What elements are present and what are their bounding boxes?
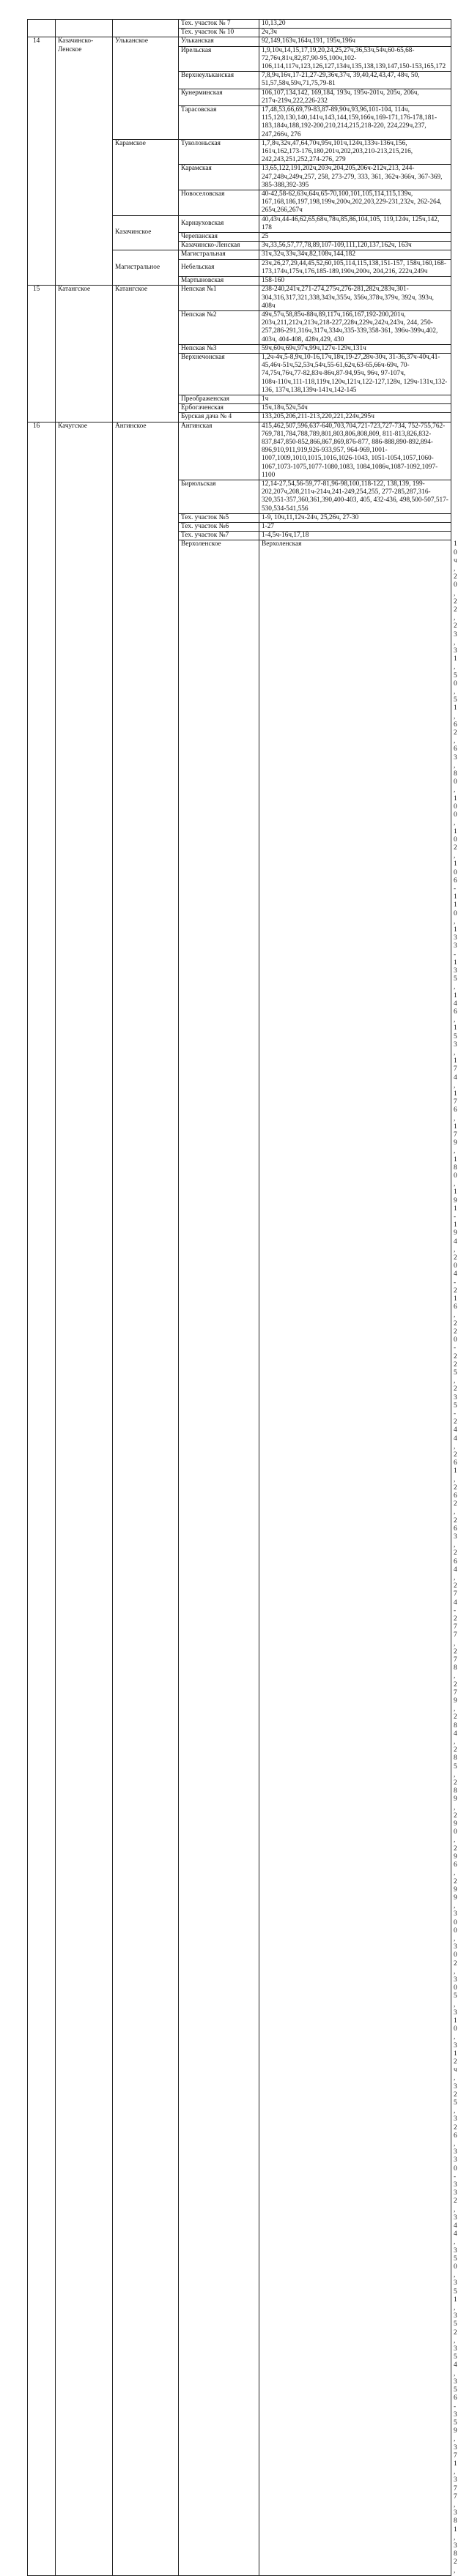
section-cell: Карнауховская <box>179 215 259 232</box>
section-cell: Тарасовская <box>179 106 259 140</box>
section-cell: Тех. участок №5 <box>179 513 259 522</box>
district-cell <box>56 20 113 37</box>
section-cell: Кунерминская <box>179 89 259 105</box>
quarters-cell: 40,43ч,44-46,62,65,68ч,78ч,85,86,104,105, 119,124ч, 125ч,142, 178 <box>259 215 451 232</box>
district-cell: Качугское <box>56 422 113 2575</box>
section-cell: Непская №1 <box>179 286 259 311</box>
row-number-cell: 14 <box>28 37 56 286</box>
forestry-cell <box>113 20 179 37</box>
forestry-cell: Ангинское <box>113 422 179 2575</box>
quarters-cell: 15ч,18ч,52ч,54ч <box>259 404 451 413</box>
forestry-cell: Ульканское <box>113 37 179 139</box>
quarters-cell: 17,48,53,66,69,79-83,87-89,90ч,93,96,101-104, 114ч, 115,120,130,140,141ч,143,144,159,166ч,169-171,176-178,181-183,184ч,188,192-200,210,214,215,218-220, 224,229ч,237, 247,266ч, 276 <box>259 106 451 140</box>
section-cell: Небельская <box>179 259 259 276</box>
section-cell: Ирельская <box>179 46 259 72</box>
forestry-cell: Казачинское <box>113 215 179 250</box>
quarters-cell: 133,205,206,211-213,220,221,224ч,295ч <box>259 413 451 422</box>
section-cell: Бурская дача № 4 <box>179 413 259 422</box>
section-cell: Тех. участок №7 <box>179 532 259 540</box>
section-cell: Ербогаченская <box>179 404 259 413</box>
section-cell: Верхоленская <box>259 540 451 2575</box>
table-row: Верхоленское Верхоленская 10ч,20,22,23,31,50,51,62,63,80,100,102,106-110,133-135,146,153,174,176,179,180,191-194,204-216, 220-225,235- 244,261,262,263,264,274-277,278,279, 284, 285,289, 290,296,299,300,302,305,310, 312ч, 325,326, 330-332,344,350,351,352,354,356-359,371,377,381,382, <box>28 540 451 2575</box>
forestry-cell: Магистральное <box>113 250 179 286</box>
section-cell: Черепанская <box>179 233 259 242</box>
section-cell: Непская №3 <box>179 344 259 353</box>
forestry-cell: Верхоленское <box>179 540 259 2575</box>
section-cell: Мартыновская <box>179 277 259 286</box>
section-cell: Новоселовская <box>179 190 259 216</box>
row-number-cell <box>28 20 56 37</box>
section-cell: Непская №2 <box>179 310 259 344</box>
table-row <box>28 20 451 29</box>
row-number-cell: 15 <box>28 286 56 422</box>
quarters-cell: 1,9,10ч,14,15,17,19,20,24,25,27ч,36,53ч,54ч,60-65,68-72,76ч,81ч,82,87,90-95,100ч,102-106,114,117ч,123,126,127,134ч,135,138,139,147,150-153,165,172 <box>259 46 451 72</box>
section-cell: Казачинско-Ленская <box>179 242 259 250</box>
section-cell: Верхнечонская <box>179 353 259 395</box>
quarters-cell: 92,149,163ч,164ч,191, 195ч,196ч <box>259 37 451 46</box>
section-cell: Магистральная <box>179 250 259 259</box>
section-cell: Туколоньская <box>179 139 259 165</box>
table-row <box>28 422 451 480</box>
table-row <box>28 286 451 311</box>
section-cell: Тех. участок № 10 <box>179 29 259 37</box>
section-cell: Тех. участок № 7 <box>179 20 259 29</box>
section-cell: Преображенская <box>179 395 259 403</box>
section-cell: Ангинская <box>179 422 259 480</box>
quarters-cell: 1,2ч-4ч,5-8,9ч,10-16,17ч,18ч,19-27,28ч-30ч, 31-36,37ч-40ч,41-45,46ч-51ч,52,53ч,54ч,55-61,62ч,63-65,66ч-69ч, 70-74,75ч,76ч,77-82,83ч-86ч,87-94,95ч, 96ч, 97-107ч, 108ч-110ч,111-118,119ч,120ч,121ч,122-127,128ч, 129ч-131ч,132-136, 137ч,138,139ч-141ч,142-145 <box>259 353 451 395</box>
quarters-cell: 415,462,507,596,637-640,703,704,721-723,727-734, 752-755,762-769,781,784,788,789,801,803,806,808,809, 811-813,826,832-837,847,850-852,866,867,869,876-877, 886-888,890-892,894-896,910,911,919,926-933,957, 964-969,1001-1007,1009,1010,1015,1016,1026-1043, 1051-1054,1057,1060-1067,1073-1075,1077-1080,1083, 1084,1086ч,1087-1092,1097-1100 <box>259 422 451 480</box>
quarters-cell: 238-240,241ч,271-274,275ч,276-281,282ч,283ч,301-304,316,317,321,338,343ч,355ч, 356ч,378ч,379ч, 392ч, 393ч, 408ч <box>259 286 451 311</box>
forestry-cell: Карамское <box>113 139 179 215</box>
quarters-cell: 10,13,20 <box>259 20 451 29</box>
quarters-cell: 1-27 <box>259 522 451 531</box>
table-row <box>28 37 451 46</box>
quarters-cell: 158-160 <box>259 277 451 286</box>
quarters-cell: 31ч,32ч,33ч,34ч,82,108ч,144,182 <box>259 250 451 259</box>
quarters-cell: 13,65,122,191,202ч,203ч,204,205,206ч-212ч,213, 244-247,248ч,249ч,257, 258, 273-279, 333, 361, 362ч-366ч, 367-369, 385-388,392-395 <box>259 165 451 190</box>
district-cell: Катангское <box>56 286 113 422</box>
quarters-cell: 1-4,5ч-16ч,17,18 <box>259 532 451 540</box>
quarters-cell: 25 <box>259 233 451 242</box>
section-cell: Верхнеульканская <box>179 72 259 89</box>
quarters-cell: 3ч,33,56,57,77,78,89,107-109,111,120,137,162ч, 163ч <box>259 242 451 250</box>
quarters-cell: 1-9, 10ч,11,12ч-24ч, 25,26ч, 27-30 <box>259 513 451 522</box>
quarters-cell: 40-42,58-62,63ч,64ч,65-70,100,101,105,114,115,139ч, 167,168,186,197,198,199ч,200ч,202,203,229-231,232ч, 262-264, 265ч,266,267ч <box>259 190 451 216</box>
quarters-cell: 7,8,9ч,16ч,17-21,27-29,36ч,37ч, 39,40,42,43,47, 48ч, 50, 51,57,58ч,59ч,71,75,79-81 <box>259 72 451 89</box>
forestry-cell: Катангское <box>113 286 179 422</box>
quarters-cell: 49ч,57ч,58,85ч-88ч,89,117ч,166,167,192-200,201ч, 203ч,211,212ч,213ч,218-227,228ч,229ч,242ч,243ч, 244, 250-257,286-291,316ч,317ч,334ч,335-339,358-361, 396ч-399ч,402, 403ч, 404-408, 428ч,429, 430 <box>259 310 451 344</box>
quarters-cell: 23ч,26,27,29,44,45,52,60,105,114,115,138,151-157, 158ч,160,168-173,174ч,175ч,176,185-189,190ч,200ч, 204,216, 222ч,249ч <box>259 259 451 276</box>
forest-quarters-table <box>27 19 457 2576</box>
district-cell: Казачинско-Ленское <box>56 37 113 286</box>
quarters-cell: 1,7,8ч,32ч,47,64,70ч,95ч,101ч,124ч,133ч-136ч,156, 161ч,162,173-176,180,201ч,202,203,210-213,215,216, 242,243,251,252,274-276, 279 <box>259 139 451 165</box>
section-cell: Тех. участок №6 <box>179 522 259 531</box>
section-cell: Карамская <box>179 165 259 190</box>
quarters-cell: 12,14-27,54,56-59,77-81,96-98,100,118-122, 138,139, 199- 202,207ч,208,211ч-214ч,241-249,254,255, 277-285,287,316-320,351-357,360,361,390,400-403, 405, 432-436, 498,500-507,517-530,534-541,556 <box>259 480 451 513</box>
quarters-cell: 2ч,3ч <box>259 29 451 37</box>
row-number-cell: 16 <box>28 422 56 2575</box>
quarters-cell: 106,107,134,142, 169,184, 193ч, 195ч-201ч, 205ч, 206ч, 217ч-219ч,222,226-232 <box>259 89 451 105</box>
quarters-cell: 1ч <box>259 395 451 403</box>
section-cell: Бирюльская <box>179 480 259 513</box>
section-cell: Ульканская <box>179 37 259 46</box>
quarters-cell: 59ч,60ч,69ч,97ч,99ч,127ч-129ч,131ч <box>259 344 451 353</box>
